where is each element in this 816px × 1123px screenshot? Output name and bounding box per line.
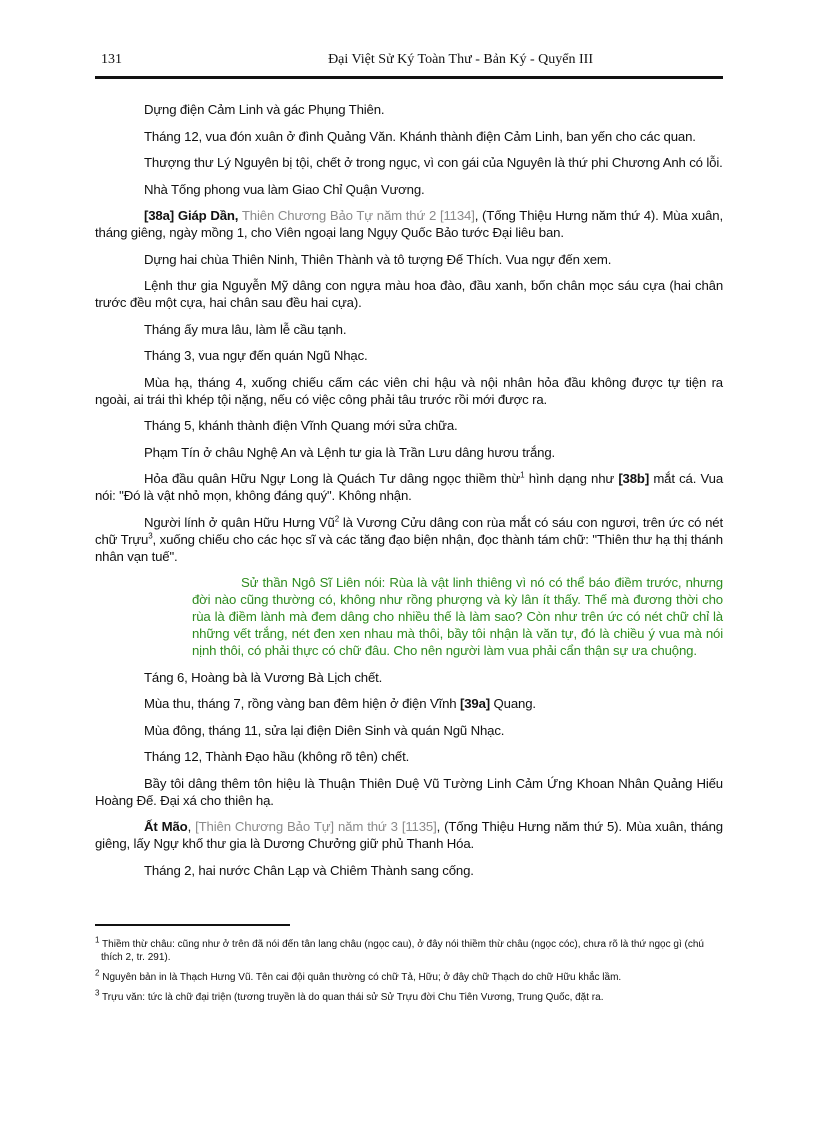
text-run: Thượng thư Lý Nguyên bị tội, chết ở trong ngục, vì con gái của Nguyên là thứ phi Chương Anh có lỗi. [144,155,723,170]
footnote-mark: 3 [95,988,100,998]
bold-marker: [39a] [459,696,491,711]
running-title: Đại Việt Sử Ký Toàn Thư - Bản Ký - Quyển III [328,52,593,67]
text-run: Tháng 12, Thành Đạo hầu (không rõ tên) chết. [144,749,410,764]
paragraph [95,470,723,504]
footnote [95,988,723,1004]
footnote [95,968,723,984]
paragraph [95,514,723,565]
text-run: Tháng 2, hai nước Chân Lạp và Chiêm Thành sang cống. [144,862,474,878]
text-run: mắt cá. Vua nói: "Đó là vật nhỏ mọn, không đáng quý". Không nhận. [95,471,724,503]
paragraph [95,722,723,739]
page-header [95,50,723,79]
text-run: Hỏa đầu quân Hữu Ngự Long là Quách Tư dâng ngọc thiềm thừ [144,471,521,486]
text-run: Táng 6, Hoàng bà là Vương Bà Lịch chết. [144,669,383,685]
text-run: Tháng ấy mưa lâu, làm lễ cầu tạnh. [144,321,347,337]
text-run: Mùa đông, tháng 11, sửa lại điện Diên Sinh và quán Ngũ Nhạc. [144,722,505,738]
main-text [95,101,723,888]
text-run: Tháng 5, khánh thành điện Vĩnh Quang mới sửa chữa. [144,418,458,433]
text-run: , [187,819,196,834]
bold-marker: [38b] [618,471,650,486]
text-run: Phạm Tín ở châu Nghệ An và Lệnh tư gia là Trần Lưu dâng hươu trắng. [144,444,556,460]
text-run: Mùa thu, tháng 7, rồng vàng ban đêm hiện ở điện Vĩnh [144,696,460,711]
paragraph [95,695,723,712]
paragraph [95,818,723,852]
text-run: Dựng hai chùa Thiên Ninh, Thiên Thành và tô tượng Đế Thích. Vua ngự đến xem. [144,251,612,267]
paragraph [95,347,723,364]
paragraph [95,862,723,879]
paragraph [95,101,723,118]
footnote-separator [95,924,290,926]
text-run: Lệnh thư gia Nguyễn Mỹ dâng con ngựa màu hoa đào, đầu xanh, bốn chân mọc sáu cựa (hai chân trước đều một cựa, hai chân sau đều hai cựa). [95,278,723,310]
paragraph [95,251,723,268]
paragraph [95,669,723,686]
text-run: hình dạng như [524,471,619,486]
text-run: Quang. [490,696,536,711]
paragraph [95,775,723,809]
paragraph [95,417,723,434]
text-run: Bầy tôi dâng thêm tôn hiệu là Thuận Thiên Duệ Vũ Tường Linh Cảm Ứng Khoan Nhân Quảng Hiếu Hoàng Đế. Đại xá cho thiên hạ. [95,775,723,808]
footnotes [95,935,723,1011]
bold-marker: [38a] Giáp Dần, [144,208,239,223]
footnote-ref: 2 [334,514,340,524]
paragraph [95,207,723,241]
footnote-mark: 2 [95,968,100,978]
page-number: 131 [101,52,122,67]
paragraph [95,444,723,461]
footnote-text: Nguyên bản in là Thạch Hưng Vũ. Tên cai đội quân thường có chữ Tả, Hữu; ở đây chữ Thạch do chữ Hữu khắc lầm. [99,972,622,983]
footnote-text: Trựu văn: tức là chữ đại triện (tương truyền là do quan thái sử Sử Trựu đời Chu Tiên Vương, Trung Quốc, đặt ra. [99,992,604,1003]
text-run: Người lính ở quân Hữu Hưng Vũ [144,514,335,530]
paragraph [95,154,723,171]
text-run: Mùa hạ, tháng 4, xuống chiếu cấm các viên chi hậu và nội nhân hỏa đầu không được tự tiện ra ngoài, ai trái thì khép tội nặng, nếu có việc công phải tâu trước rồi mới được ra. [95,374,723,407]
text-run: là Vương Cửu dâng con rùa mắt có sáu con ngươi, trên ức có nét chữ Trựu [95,514,724,547]
footnote [95,935,723,964]
footnote-text: Thiềm thừ châu: cũng như ở trên đã nói đến tân lang châu (ngọc cau), ở đây nói thiềm thừ châu (ngọc cóc), chưa rõ là thứ ngọc gì (chú thích 2, tr. 291). [99,939,704,963]
text-run: Tháng 12, vua đón xuân ở đình Quảng Văn. Khánh thành điện Cảm Linh, ban yến cho các quan. [144,128,696,144]
reign-name: Thiên Chương Bảo Tự năm thứ 2 [1134] [241,208,475,223]
text-run: , xuống chiếu cho các học sĩ và các tăng đạo biện nhận, đọc thành tám chữ: "Thiên thư hạ thị thánh nhân vạn tuế". [95,531,723,564]
paragraph [95,374,723,408]
paragraph [95,277,723,311]
text-run: Dựng điện Cảm Linh và gác Phụng Thiên. [144,102,385,117]
paragraph [95,321,723,338]
paragraph [95,748,723,765]
text-run: Tháng 3, vua ngự đến quán Ngũ Nhạc. [144,348,368,363]
footnote-ref: 3 [148,531,153,541]
bold-marker: Ất Mão [144,819,188,834]
footnote-mark: 1 [95,935,100,945]
footnote-ref: 1 [520,470,525,480]
commentary-quote [192,574,723,659]
paragraph [95,181,723,198]
text-run: Sử thần Ngô Sĩ Liên nói: Rùa là vật linh thiêng vì nó có thể báo điềm trước, nhưng đời nào cũng thường có, không như rồng phượng và kỳ lân ít thấy. Thế mà đương thời cho rùa là điềm lành mà đem dâng cho nhiều thế là làm sao? Còn như trên ức có nét chữ chỉ là những vết trắng, nét đen xen nhau mà thôi, bầy tôi nhận là văn tự, đó là chiều ý vua mà nói nịnh thôi, có phải thực có chữ đâu. Cho nên người làm vua phải cẩn thận sự ưa chuộng. [192,575,723,658]
text-run: , (Tống Thiệu Hưng năm thứ 5). Mùa xuân, tháng giêng, lấy Ngự khố thư gia là Dương Chưởng giữ phủ Thanh Hóa. [95,819,723,851]
text-run: Nhà Tống phong vua làm Giao Chỉ Quận Vương. [144,181,425,197]
text-run: , (Tống Thiệu Hưng năm thứ 4). Mùa xuân, tháng giêng, ngày mồng 1, cho Viên ngoại lang Ngụy Quốc Bảo tước Đại liêu ban. [95,208,723,240]
reign-name: [Thiên Chương Bảo Tự] năm thứ 3 [1135] [195,819,437,834]
paragraph [95,128,723,145]
